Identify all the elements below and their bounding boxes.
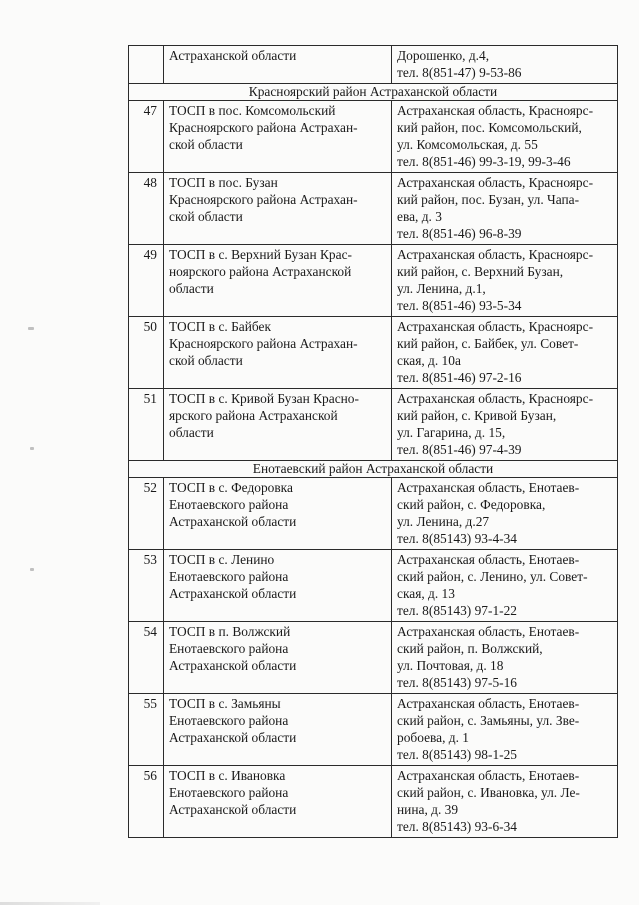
office-name-line: Енотаевского района — [169, 713, 289, 728]
office-address-line: ский район, с. Ивановка, ул. Ле- — [397, 785, 580, 800]
office-name-line: ТОСП в с. Кривой Бузан Красно- — [169, 391, 359, 406]
office-name-line: ноярского района Астраханской — [169, 264, 352, 279]
office-name-cell — [164, 550, 392, 622]
district-header: Красноярский район Астраханской области — [129, 84, 618, 101]
district-header: Енотаевский район Астраханской области — [129, 461, 618, 478]
office-address-line: тел. 8(85143) 97-1-22 — [397, 603, 518, 618]
office-name-line: ТОСП в с. Замьяны — [169, 696, 281, 711]
office-address-line: ул. Ленина, д.27 — [397, 514, 490, 529]
office-address-line: ул. Комсомольская, д. 55 — [397, 137, 538, 152]
row-number: 52 — [129, 478, 164, 550]
office-address-line: Астраханская область, Красноярс- — [397, 247, 594, 262]
office-address-cell — [392, 478, 618, 550]
office-address-line: тел. 8(851-46) 97-2-16 — [397, 370, 522, 385]
office-address-cell — [392, 317, 618, 389]
scan-mark — [30, 568, 34, 571]
table-row — [129, 389, 618, 461]
office-name-line: ТОСП в пос. Комсомольский — [169, 103, 336, 118]
office-address-line: ул. Ленина, д.1, — [397, 281, 486, 296]
office-name-line: Енотаевского района — [169, 497, 289, 512]
office-address-line: тел. 8(85143) 97-5-16 — [397, 675, 518, 690]
office-name-line: ской области — [169, 353, 243, 368]
scan-mark — [30, 447, 34, 450]
office-name-line: ской области — [169, 137, 243, 152]
office-name-line: ТОСП в с. Байбек — [169, 319, 271, 334]
office-address-cell — [392, 46, 618, 84]
office-address-line: кий район, с. Верхний Бузан, — [397, 264, 564, 279]
district-header-row — [129, 461, 618, 478]
office-address-line: Астраханская область, Красноярс- — [397, 103, 594, 118]
office-name-line: ТОСП в п. Волжский — [169, 624, 291, 639]
office-name-cell — [164, 694, 392, 766]
office-name-line: Красноярского района Астрахан- — [169, 336, 358, 351]
office-address-line: кий район, пос. Комсомольский, — [397, 120, 582, 135]
table-row — [129, 173, 618, 245]
office-name-line: ТОСП в пос. Бузан — [169, 175, 278, 190]
office-address-line: Астраханская область, Красноярс- — [397, 319, 594, 334]
office-address-line: тел. 8(851-46) 99-3-19, 99-3-46 — [397, 154, 571, 169]
office-name-line: ярского района Астраханской — [169, 408, 338, 423]
row-number: 55 — [129, 694, 164, 766]
row-number: 51 — [129, 389, 164, 461]
table-row — [129, 245, 618, 317]
table-row — [129, 766, 618, 838]
table-body — [129, 46, 618, 838]
office-name-cell — [164, 478, 392, 550]
office-address-line: кий район, пос. Бузан, ул. Чапа- — [397, 192, 580, 207]
office-address-cell — [392, 694, 618, 766]
office-name-cell — [164, 173, 392, 245]
row-number: 53 — [129, 550, 164, 622]
office-name-line: Красноярского района Астрахан- — [169, 192, 358, 207]
office-name-line: ТОСП в с. Ивановка — [169, 768, 286, 783]
table-row — [129, 478, 618, 550]
office-address-line: ская, д. 10а — [397, 353, 461, 368]
office-name-line: ТОСП в с. Федоровка — [169, 480, 293, 495]
office-address-line: Дорошенко, д.4, — [397, 48, 490, 63]
office-name-line: Енотаевского района — [169, 785, 289, 800]
office-name-cell — [164, 622, 392, 694]
office-address-line: ская, д. 13 — [397, 586, 455, 601]
office-address-line: нина, д. 39 — [397, 802, 459, 817]
table-row — [129, 550, 618, 622]
row-number: 54 — [129, 622, 164, 694]
office-address-cell — [392, 173, 618, 245]
office-name-line: ТОСП в с. Верхний Бузан Крас- — [169, 247, 352, 262]
office-name-line: Енотаевского района — [169, 641, 289, 656]
office-address-line: тел. 8(851-46) 97-4-39 — [397, 442, 522, 457]
table-row-continuation — [129, 46, 618, 84]
office-address-line: ский район, п. Волжский, — [397, 641, 543, 656]
table-row — [129, 101, 618, 173]
office-phone-line: тел. 8(851-47) 9-53-86 — [397, 65, 522, 80]
office-address-cell — [392, 550, 618, 622]
offices-table — [128, 45, 618, 838]
office-name-cell — [164, 101, 392, 173]
office-name-line: Астраханской области — [169, 514, 297, 529]
office-name-cell — [164, 766, 392, 838]
office-address-line: тел. 8(85143) 93-4-34 — [397, 531, 518, 546]
office-address-line: Астраханская область, Енотаев- — [397, 768, 580, 783]
office-name-line: ской области — [169, 209, 243, 224]
office-name-cell — [164, 46, 392, 84]
row-number: 47 — [129, 101, 164, 173]
office-address-cell — [392, 622, 618, 694]
office-address-line: Астраханская область, Енотаев- — [397, 624, 580, 639]
office-name-line: Астраханской области — [169, 48, 297, 63]
office-address-cell — [392, 766, 618, 838]
office-name-cell — [164, 389, 392, 461]
office-name-line: области — [169, 281, 214, 296]
office-address-line: ский район, с. Замьяны, ул. Зве- — [397, 713, 580, 728]
office-name-line: Енотаевского района — [169, 569, 289, 584]
office-address-line: Астраханская область, Енотаев- — [397, 480, 580, 495]
office-address-line: ский район, с. Ленино, ул. Совет- — [397, 569, 588, 584]
office-address-line: тел. 8(85143) 98-1-25 — [397, 747, 518, 762]
office-name-cell — [164, 317, 392, 389]
office-address-line: ский район, с. Федоровка, — [397, 497, 546, 512]
table-row — [129, 317, 618, 389]
office-address-line: ул. Гагарина, д. 15, — [397, 425, 506, 440]
office-address-line: ул. Почтовая, д. 18 — [397, 658, 504, 673]
office-address-line: тел. 8(85143) 93-6-34 — [397, 819, 518, 834]
district-header-row — [129, 84, 618, 101]
office-address-line: тел. 8(851-46) 93-5-34 — [397, 298, 522, 313]
office-name-cell — [164, 245, 392, 317]
table-row — [129, 622, 618, 694]
office-address-line: ева, д. 3 — [397, 209, 442, 224]
office-address-line: кий район, с. Байбек, ул. Совет- — [397, 336, 579, 351]
office-name-line: Астраханской области — [169, 658, 297, 673]
office-address-line: Астраханская область, Енотаев- — [397, 552, 580, 567]
office-address-line: робоева, д. 1 — [397, 730, 469, 745]
row-number: 48 — [129, 173, 164, 245]
scan-mark — [28, 327, 34, 330]
office-address-cell — [392, 101, 618, 173]
office-name-line: области — [169, 425, 214, 440]
row-number: 49 — [129, 245, 164, 317]
office-name-line: Красноярского района Астрахан- — [169, 120, 358, 135]
office-address-cell — [392, 389, 618, 461]
office-address-line: Астраханская область, Красноярс- — [397, 391, 594, 406]
table-row — [129, 694, 618, 766]
row-number: 50 — [129, 317, 164, 389]
office-address-line: кий район, с. Кривой Бузан, — [397, 408, 557, 423]
row-number: 56 — [129, 766, 164, 838]
office-address-line: тел. 8(851-46) 96-8-39 — [397, 226, 522, 241]
row-number-cell — [129, 46, 164, 84]
office-address-cell — [392, 245, 618, 317]
office-address-line: Астраханская область, Енотаев- — [397, 696, 580, 711]
office-name-line: Астраханской области — [169, 730, 297, 745]
office-name-line: ТОСП в с. Ленино — [169, 552, 275, 567]
office-name-line: Астраханской области — [169, 802, 297, 817]
office-address-line: Астраханская область, Красноярс- — [397, 175, 594, 190]
office-name-line: Астраханской области — [169, 586, 297, 601]
